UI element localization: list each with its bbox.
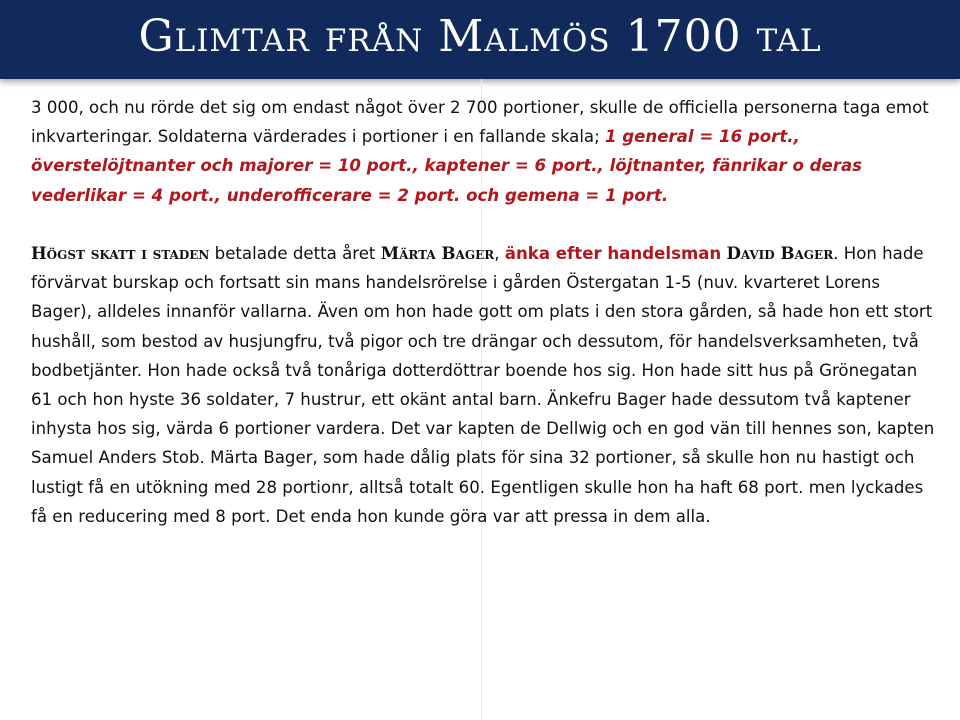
title-banner bbox=[0, 0, 960, 79]
widow-of-merchant-text: änka efter handelsman bbox=[504, 244, 722, 263]
paragraph-highest-tax bbox=[31, 239, 936, 531]
text-segment: , bbox=[494, 244, 505, 263]
paragraph-portions-intro: 3 000, och nu rörde det sig om endast något över 2 700 portioner, skulle de officiella personerna taga emot inkvarteringar. Soldaterna värderades i portioner i en fallande skala; bbox=[31, 98, 929, 147]
portion-scale-text: 1 general = 16 port., överstelöjtnanter och majorer = 10 port., kaptener = 6 port., löjtnanter, fänrikar o deras vederlikar = 4 port., underofficerare = 2 port. och gemena = 1 port. bbox=[31, 127, 863, 205]
text-segment: betalade detta året bbox=[209, 244, 381, 263]
page-title: Glimtar från Malmös 1700 tal bbox=[138, 10, 822, 62]
paragraph-portions bbox=[31, 93, 936, 210]
paragraph-highest-tax-rest: . Hon hade förvärvat burskap och fortsatt sin mans handelsrörelse i gården Östergatan 1-5 (nuv. kvarteret Lorens Bager), alldeles innanför vallarna. Även om hon hade gott om plats i den stora gården, så hade hon ett stort hushåll, som bestod av husjungfru, två pigor och tre drängar och dessutom, för handelsverksamheten, två bodbetjänter. Hon hade också två tonåriga dotterdöttrar boende hos sig. Hon hade sitt hus på Grönegatan 61 och hon hyste 36 soldater, 7 hustrur, ett okänt antal barn. Änkefru Bager hade dessutom två kaptener inhysta hos sig, värda 6 portioner vardera. Det var kapten de Dellwig och en god vän till hennes son, kapten Samuel Anders Stob. Märta Bager, som hade dålig plats för sina 32 portioner, så skulle hon nu hastigt och lustigt få en utökning med 28 portionr, alltså totalt 60. Egentligen skulle hon ha haft 68 port. men lyckades få en reducering med 8 port. Det enda hon kunde göra var att pressa in dem alla. bbox=[31, 244, 935, 526]
person-name-david-bager: David Bager bbox=[726, 243, 834, 263]
body-text bbox=[31, 93, 936, 531]
highest-tax-heading: Högst skatt i staden bbox=[31, 243, 210, 263]
person-name-marta-bager: Märta Bager bbox=[380, 243, 495, 263]
